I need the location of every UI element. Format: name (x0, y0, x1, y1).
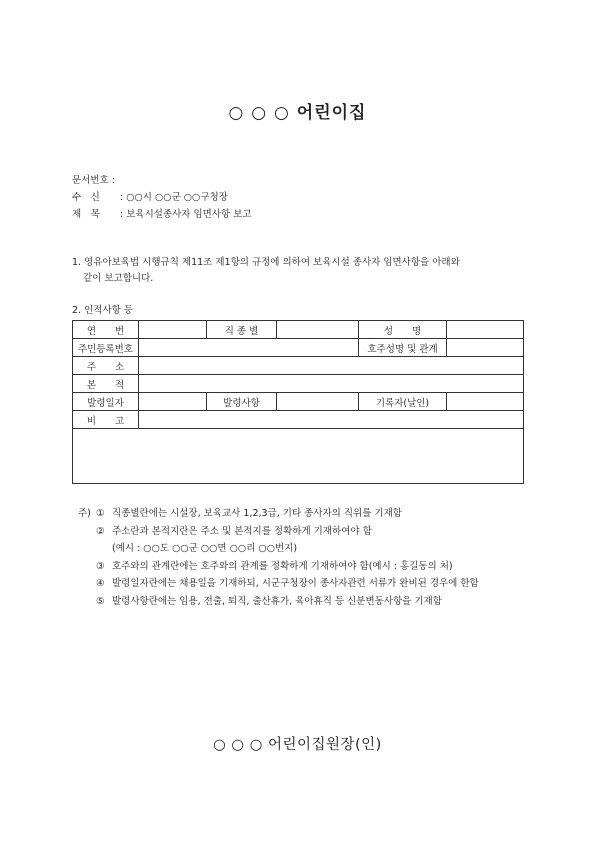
address-label: 주 소 (73, 357, 139, 375)
note-item (78, 523, 479, 541)
intro-line-1: 1. 영유아보육법 시행규칙 제11조 제1항의 규정에 의하여 보육시설 종사자 임면사항을 아래와 (72, 257, 460, 268)
address-value[interactable] (139, 357, 524, 375)
serial-label: 연 번 (73, 321, 139, 339)
name-value[interactable] (447, 321, 524, 339)
job-type-value[interactable] (277, 321, 359, 339)
recorder-label: 기록자(날인) (359, 393, 447, 411)
remarks-label: 비 고 (73, 411, 139, 429)
name-label: 성 명 (359, 321, 447, 339)
section-2-heading: 2. 인적사항 등 (72, 305, 133, 316)
table-row (73, 357, 524, 375)
note-item (78, 558, 479, 576)
origin-value[interactable] (139, 375, 524, 393)
note-text: 주소란과 본적지란은 주소 및 본적지를 정확하게 기재하여야 함 (112, 525, 372, 537)
issue-date-value[interactable] (139, 393, 207, 411)
note-item (78, 505, 479, 523)
personal-info-table (72, 320, 524, 484)
note-number: ① (96, 508, 105, 519)
table-row (73, 393, 524, 411)
remarks-value[interactable] (139, 411, 524, 429)
remarks-area[interactable] (73, 429, 524, 484)
subject-row (72, 206, 252, 223)
note-item (78, 575, 479, 593)
table-row (73, 429, 524, 484)
recipient-value: : ○○시 ○○군 ○○구청장 (120, 192, 228, 203)
document-title: ○ ○ ○ 어린이집 (228, 103, 367, 123)
serial-value[interactable] (139, 321, 207, 339)
note-number: ⑤ (96, 595, 105, 607)
note-text: (예시 : ○○도 ○○군 ○○면 ○○리 ○○번지) (112, 543, 298, 554)
note-text: 발령사항란에는 임용, 전출, 퇴직, 출산휴가, 육아휴직 등 신분변동사항을 기재함 (112, 595, 442, 607)
household-label: 호주성명 및 관계 (359, 339, 447, 357)
job-type-label: 직 종 별 (207, 321, 277, 339)
table-row (73, 375, 524, 393)
recorder-value[interactable] (447, 393, 524, 411)
note-number: ③ (96, 560, 105, 572)
intro-paragraph (72, 255, 527, 287)
issue-matter-label: 발령사항 (207, 393, 277, 411)
table-row (73, 339, 524, 357)
note-text: 발령일자란에는 채용일을 기재하되, 시군구청장이 종사자관련 서류가 완비된 경우에 한함 (112, 578, 479, 589)
rrn-value[interactable] (139, 339, 359, 357)
issue-matter-value[interactable] (277, 393, 359, 411)
intro-line-2: 같이 보고합니다. (83, 273, 154, 284)
origin-label: 본 적 (73, 375, 139, 393)
household-value[interactable] (447, 339, 524, 357)
recipient-label: 수 신 (72, 192, 100, 203)
document-header (72, 172, 252, 223)
subject-label: 제 목 (72, 209, 100, 220)
note-text: 직종별란에는 시설장, 보육교사 1,2,3급, 기타 종사자의 직위를 기재함 (112, 508, 402, 519)
director-signature-line: ○ ○ ○ 어린이집원장(인) (213, 737, 382, 753)
notes-prefix: 주) (78, 508, 91, 519)
table-row (73, 321, 524, 339)
doc-number-row (72, 172, 252, 189)
rrn-label: 주민등록번호 (73, 339, 139, 357)
note-item (78, 593, 479, 611)
table-row (73, 411, 524, 429)
notes-section (78, 505, 479, 610)
note-text: 호주와의 관계란에는 호주와의 관계를 정확하게 기재하여야 함(예시 : 홍길동의 처) (112, 560, 453, 572)
note-number: ④ (96, 578, 105, 589)
note-number: ② (96, 525, 105, 537)
subject-value: : 보육시설종사자 임면사항 보고 (120, 209, 252, 220)
recipient-row (72, 189, 252, 206)
doc-number-label: 문서번호 : (72, 175, 115, 186)
note-example (78, 540, 479, 558)
issue-date-label: 발령일자 (73, 393, 139, 411)
